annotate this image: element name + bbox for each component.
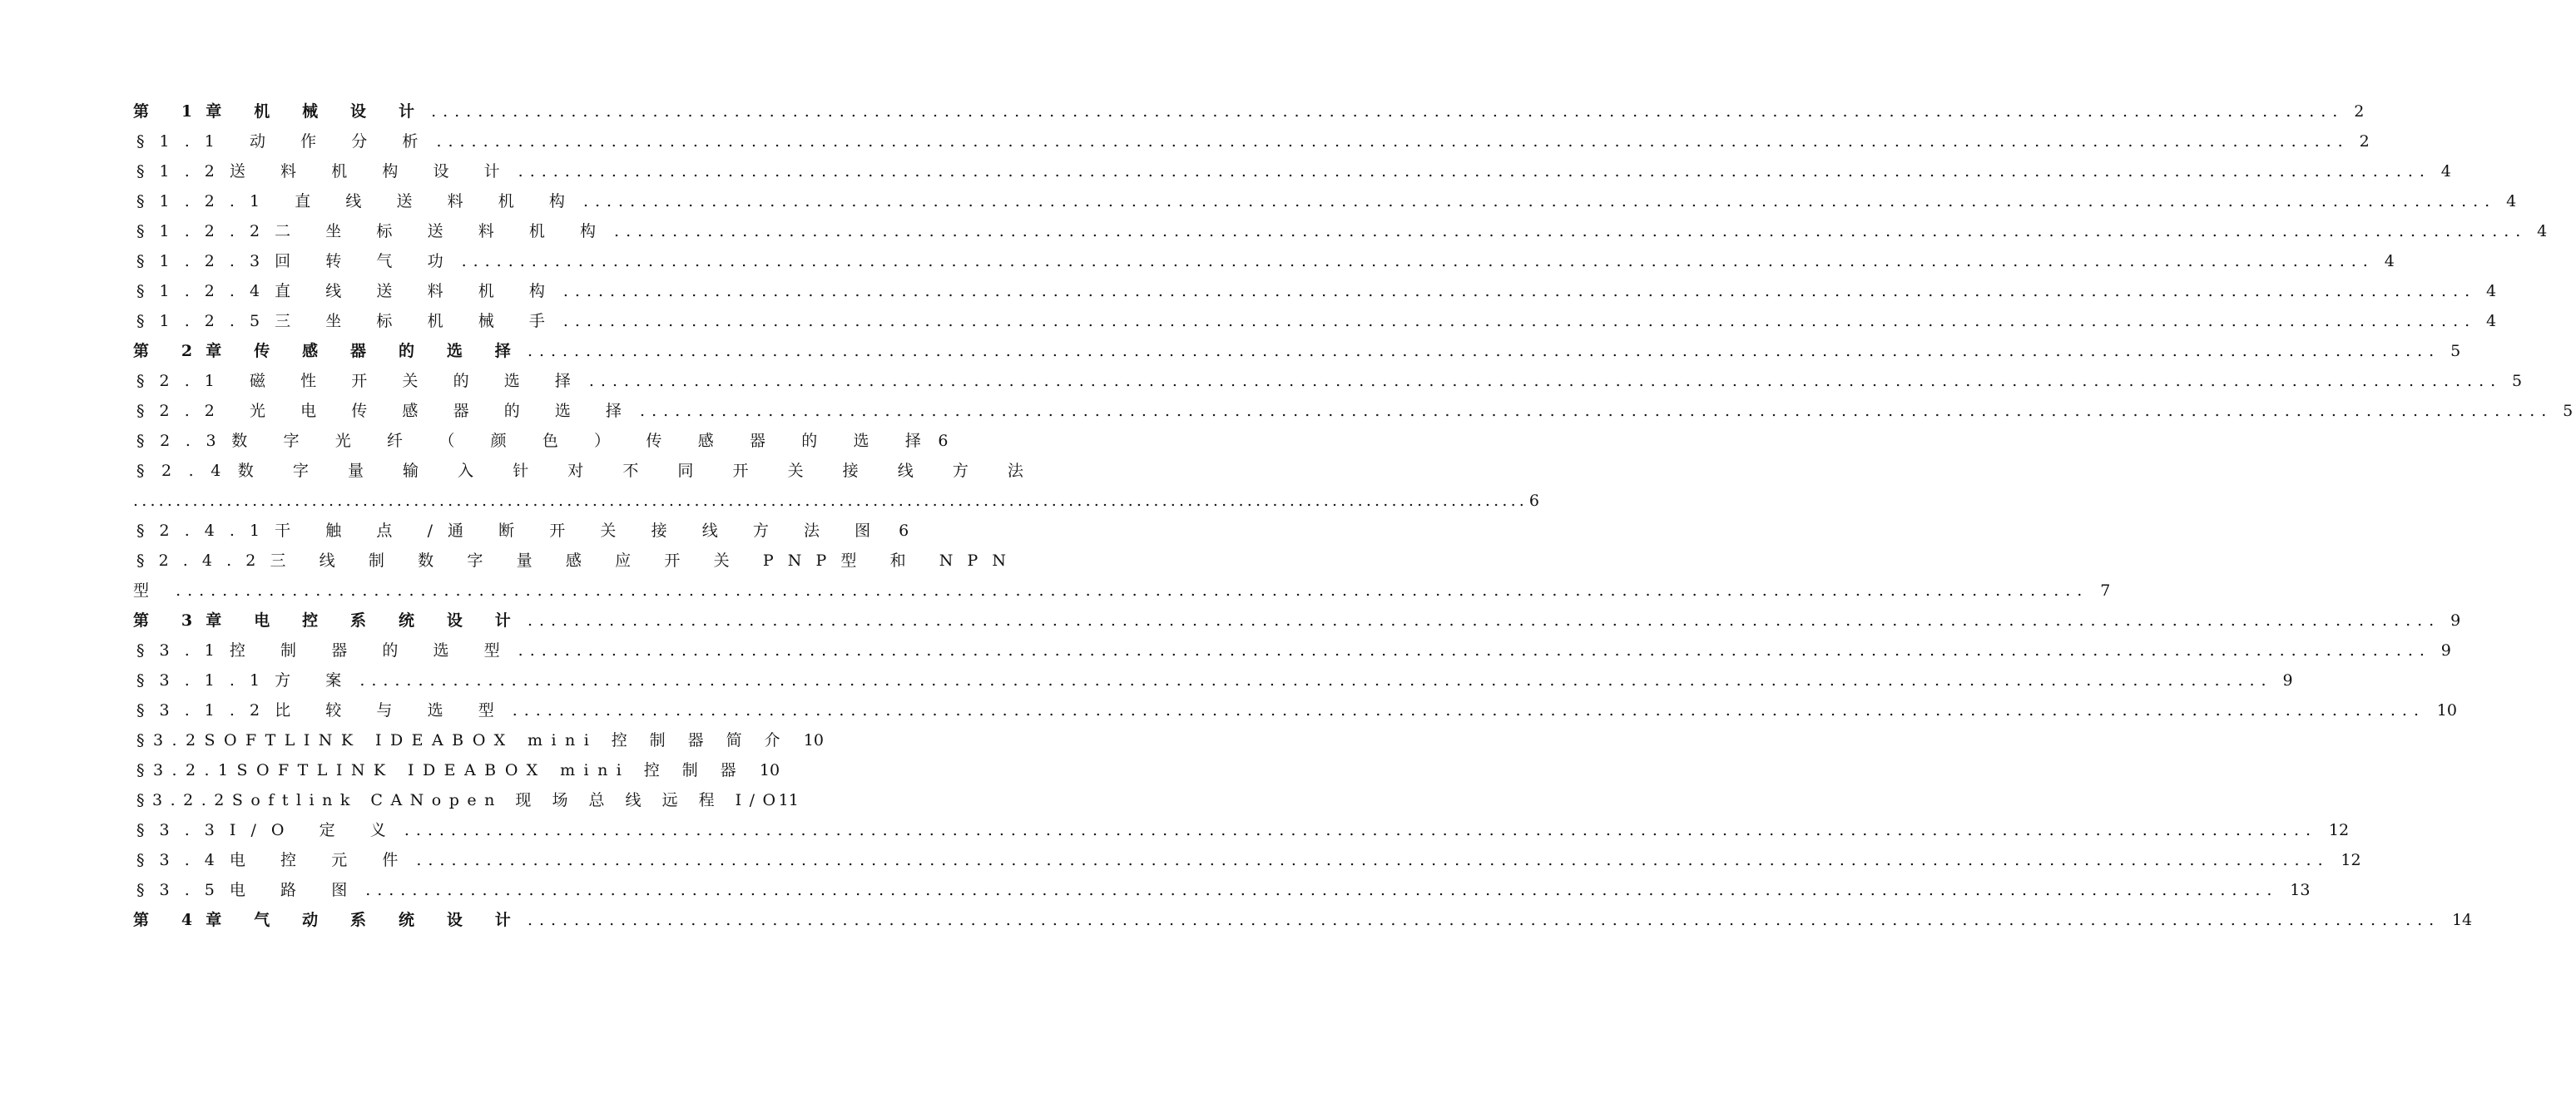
toc-entry[interactable] [133, 546, 1021, 576]
toc-entry[interactable] [133, 785, 799, 815]
toc-entry-title: §2.4.2三 线 制 数 字 量 感 应 开 关 PNP型 和 NPN [136, 552, 1021, 570]
dot-leader [640, 396, 2553, 426]
toc-entry[interactable] [133, 336, 2461, 366]
toc-entry-title: §2.4.1干 触 点 /通 断 开 关 接 线 方 法 图 [136, 522, 886, 540]
toc-entry-title: §1.2.3回 转 气 功 [136, 252, 458, 270]
toc-entry-title: 型 [133, 581, 165, 600]
dot-leader [583, 186, 2496, 216]
toc-entry[interactable] [133, 875, 2311, 905]
dot-leader [462, 246, 2375, 276]
toc-entry-page: 4 [2486, 312, 2497, 330]
toc-entry-page: 10 [803, 731, 824, 749]
toc-entry[interactable] [133, 636, 2451, 665]
toc-entry-page: 2 [2359, 132, 2370, 151]
toc-entry-page: 5 [2563, 402, 2574, 420]
toc-entry[interactable] [133, 905, 2473, 935]
toc-entry[interactable] [133, 156, 2451, 186]
toc-entry-continued[interactable] [133, 486, 1540, 516]
toc-entry-page: 6 [938, 432, 949, 450]
toc-entry-title: §1.2.2二 坐 标 送 料 机 构 [136, 222, 612, 240]
dot-leader [365, 875, 2278, 905]
toc-entry-title: §3.5电 路 图 [136, 881, 363, 899]
dot-leader [563, 306, 2476, 336]
dot-leader [431, 96, 2344, 126]
toc-entry-title: §3.4电 控 元 件 [136, 851, 414, 869]
dot-leader [436, 126, 2349, 156]
toc-entry-page: 4 [2384, 252, 2395, 270]
toc-entry-title: §3.1.2比 较 与 选 型 [136, 701, 509, 720]
toc-entry-page: 10 [2436, 701, 2457, 720]
toc-entry-title: §3.1控 制 器 的 选 型 [136, 641, 515, 660]
toc-entry-page: 4 [2537, 222, 2548, 240]
dot-leader [528, 336, 2440, 366]
toc-entry-page: 6 [1528, 492, 1540, 510]
toc-entry-title: §1.2.4直 线 送 料 机 构 [136, 282, 560, 300]
toc-entry-title: §2.4数 字 量 输 入 针 对 不 同 开 关 接 线 方 法 [136, 462, 1041, 480]
toc-entry-title: §2.1 磁 性 开 关 的 选 择 [136, 372, 586, 390]
toc-entry[interactable] [133, 306, 2497, 336]
toc-entry-title: 第 3章 电 控 系 统 设 计 [133, 611, 524, 630]
dot-leader [416, 845, 2329, 875]
toc-entry-page: 4 [2440, 162, 2451, 181]
toc-entry-page: 9 [2282, 671, 2293, 690]
dot-leader [518, 156, 2431, 186]
toc-entry[interactable] [133, 695, 2457, 725]
dot-leader [133, 486, 1528, 516]
toc-entry-title: §1.2.5三 坐 标 机 械 手 [136, 312, 560, 330]
toc-entry-title: §3.2.1SOFTLINK IDEABOX mini 控 制 器 [136, 761, 746, 779]
toc-entry[interactable] [133, 606, 2461, 636]
toc-entry[interactable] [133, 516, 909, 546]
toc-entry-page: 5 [2450, 342, 2461, 360]
toc-entry-page: 7 [2100, 581, 2111, 600]
toc-entry-page: 11 [778, 791, 799, 809]
dot-leader [518, 636, 2431, 665]
toc-entry-title: §3.2.2Softlink CANopen 现 场 总 线 远 程 I/O [136, 791, 784, 809]
toc-entry-page: 12 [2328, 821, 2350, 839]
dot-leader [359, 665, 2272, 695]
toc-entry-title: §1.2.1 直 线 送 料 机 构 [136, 192, 580, 210]
toc-entry-title: §3.3I/O 定 义 [136, 821, 401, 839]
toc-entry-title: §3.2SOFTLINK IDEABOX mini 控 制 器 简 介 [136, 731, 789, 749]
toc-entry[interactable] [133, 426, 949, 456]
toc-entry-page: 5 [2512, 372, 2523, 390]
toc-entry-page: 9 [2450, 611, 2461, 630]
toc-entry-title: §1.1 动 作 分 析 [136, 132, 433, 151]
toc-entry-page: 13 [2290, 881, 2311, 899]
table-of-contents [133, 96, 2574, 935]
dot-leader [528, 606, 2440, 636]
toc-entry[interactable] [133, 366, 2523, 396]
dot-leader [513, 695, 2425, 725]
toc-entry[interactable] [133, 246, 2395, 276]
dot-leader [614, 216, 2527, 246]
toc-entry-page: 4 [2486, 282, 2497, 300]
toc-entry-page: 2 [2354, 102, 2365, 121]
toc-entry[interactable] [133, 845, 2361, 875]
toc-entry[interactable] [133, 725, 824, 755]
toc-entry-page: 14 [2451, 911, 2473, 929]
toc-entry-title: §2.2 光 电 传 感 器 的 选 择 [136, 402, 637, 420]
dot-leader [176, 576, 2088, 606]
toc-entry[interactable] [133, 186, 2517, 216]
toc-entry-title: §2.3数 字 光 纤 （ 颜 色 ） 传 感 器 的 选 择 [136, 432, 937, 450]
toc-entry-title: §1.2送 料 机 构 设 计 [136, 162, 515, 181]
toc-entry[interactable] [133, 456, 1041, 486]
toc-entry[interactable] [133, 96, 2365, 126]
toc-entry[interactable] [133, 755, 780, 785]
toc-entry-page: 6 [899, 522, 909, 540]
dot-leader [528, 905, 2440, 935]
toc-entry[interactable] [133, 396, 2574, 426]
toc-entry-title: 第 2章 传 感 器 的 选 择 [133, 342, 524, 360]
toc-entry[interactable] [133, 216, 2548, 246]
toc-entry-page: 4 [2506, 192, 2517, 210]
dot-leader [404, 815, 2317, 845]
toc-entry-page: 12 [2341, 851, 2361, 869]
toc-entry[interactable] [133, 276, 2497, 306]
dot-leader [563, 276, 2476, 306]
toc-entry-continued[interactable] [133, 576, 2111, 606]
toc-entry[interactable] [133, 126, 2370, 156]
toc-entry-title: §3.1.1方 案 [136, 671, 357, 690]
toc-entry[interactable] [133, 665, 2293, 695]
toc-entry-title: 第 1章 机 械 设 计 [133, 102, 429, 121]
toc-entry-page: 10 [759, 761, 780, 779]
dot-leader [589, 366, 2502, 396]
toc-entry-page: 9 [2440, 641, 2451, 660]
toc-entry-title: 第 4章 气 动 系 统 设 计 [133, 911, 524, 929]
toc-entry[interactable] [133, 815, 2350, 845]
